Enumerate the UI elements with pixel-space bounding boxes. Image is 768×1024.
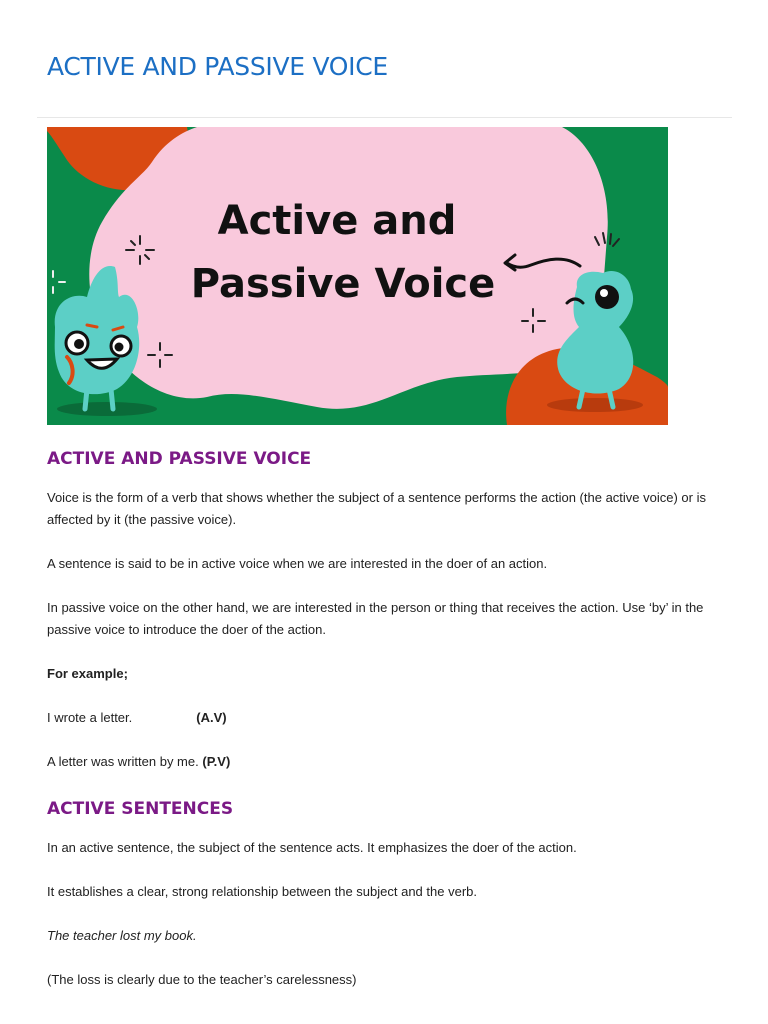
example-passive [47, 751, 717, 773]
banner-title-line1: Active and [217, 198, 457, 244]
paragraph-passive-definition: In passive voice on the other hand, we are interested in the person or thing that receives the action. Use ‘by’ in the passive voice to introduce the doer of the action. [47, 600, 704, 637]
example-active [47, 707, 717, 729]
example-passive-tag: (P.V) [202, 754, 231, 769]
title-divider [37, 117, 732, 118]
banner-illustration [47, 127, 668, 425]
example-active-tag: (A.V) [196, 710, 227, 725]
section-heading-active-sentences: ACTIVE SENTENCES [47, 799, 234, 819]
paragraph-active-sentence-acts: In an active sentence, the subject of the sentence acts. It emphasizes the doer of the action. [47, 840, 577, 855]
paragraph-voice-definition: Voice is the form of a verb that shows whether the subject of a sentence performs the action (the active voice) or is affected by it (the passive voice). [47, 490, 706, 527]
example-passive-text: A letter was written by me. [47, 754, 199, 769]
section-heading-active-passive: ACTIVE AND PASSIVE VOICE [47, 449, 312, 469]
example-label: For example; [47, 666, 128, 681]
banner-title-line2: Passive Voice [190, 261, 496, 307]
example-note: (The loss is clearly due to the teacher’s carelessness) [47, 972, 357, 987]
banner-image [47, 127, 668, 425]
example-active-text: I wrote a letter. [47, 710, 133, 725]
article-body [47, 447, 717, 991]
paragraph-active-definition: A sentence is said to be in active voice when we are interested in the doer of an action. [47, 556, 548, 571]
paragraph-active-relationship: It establishes a clear, strong relationship between the subject and the verb. [47, 884, 477, 899]
page-title: ACTIVE AND PASSIVE VOICE [47, 52, 388, 81]
example-sentence: The teacher lost my book. [47, 928, 197, 943]
